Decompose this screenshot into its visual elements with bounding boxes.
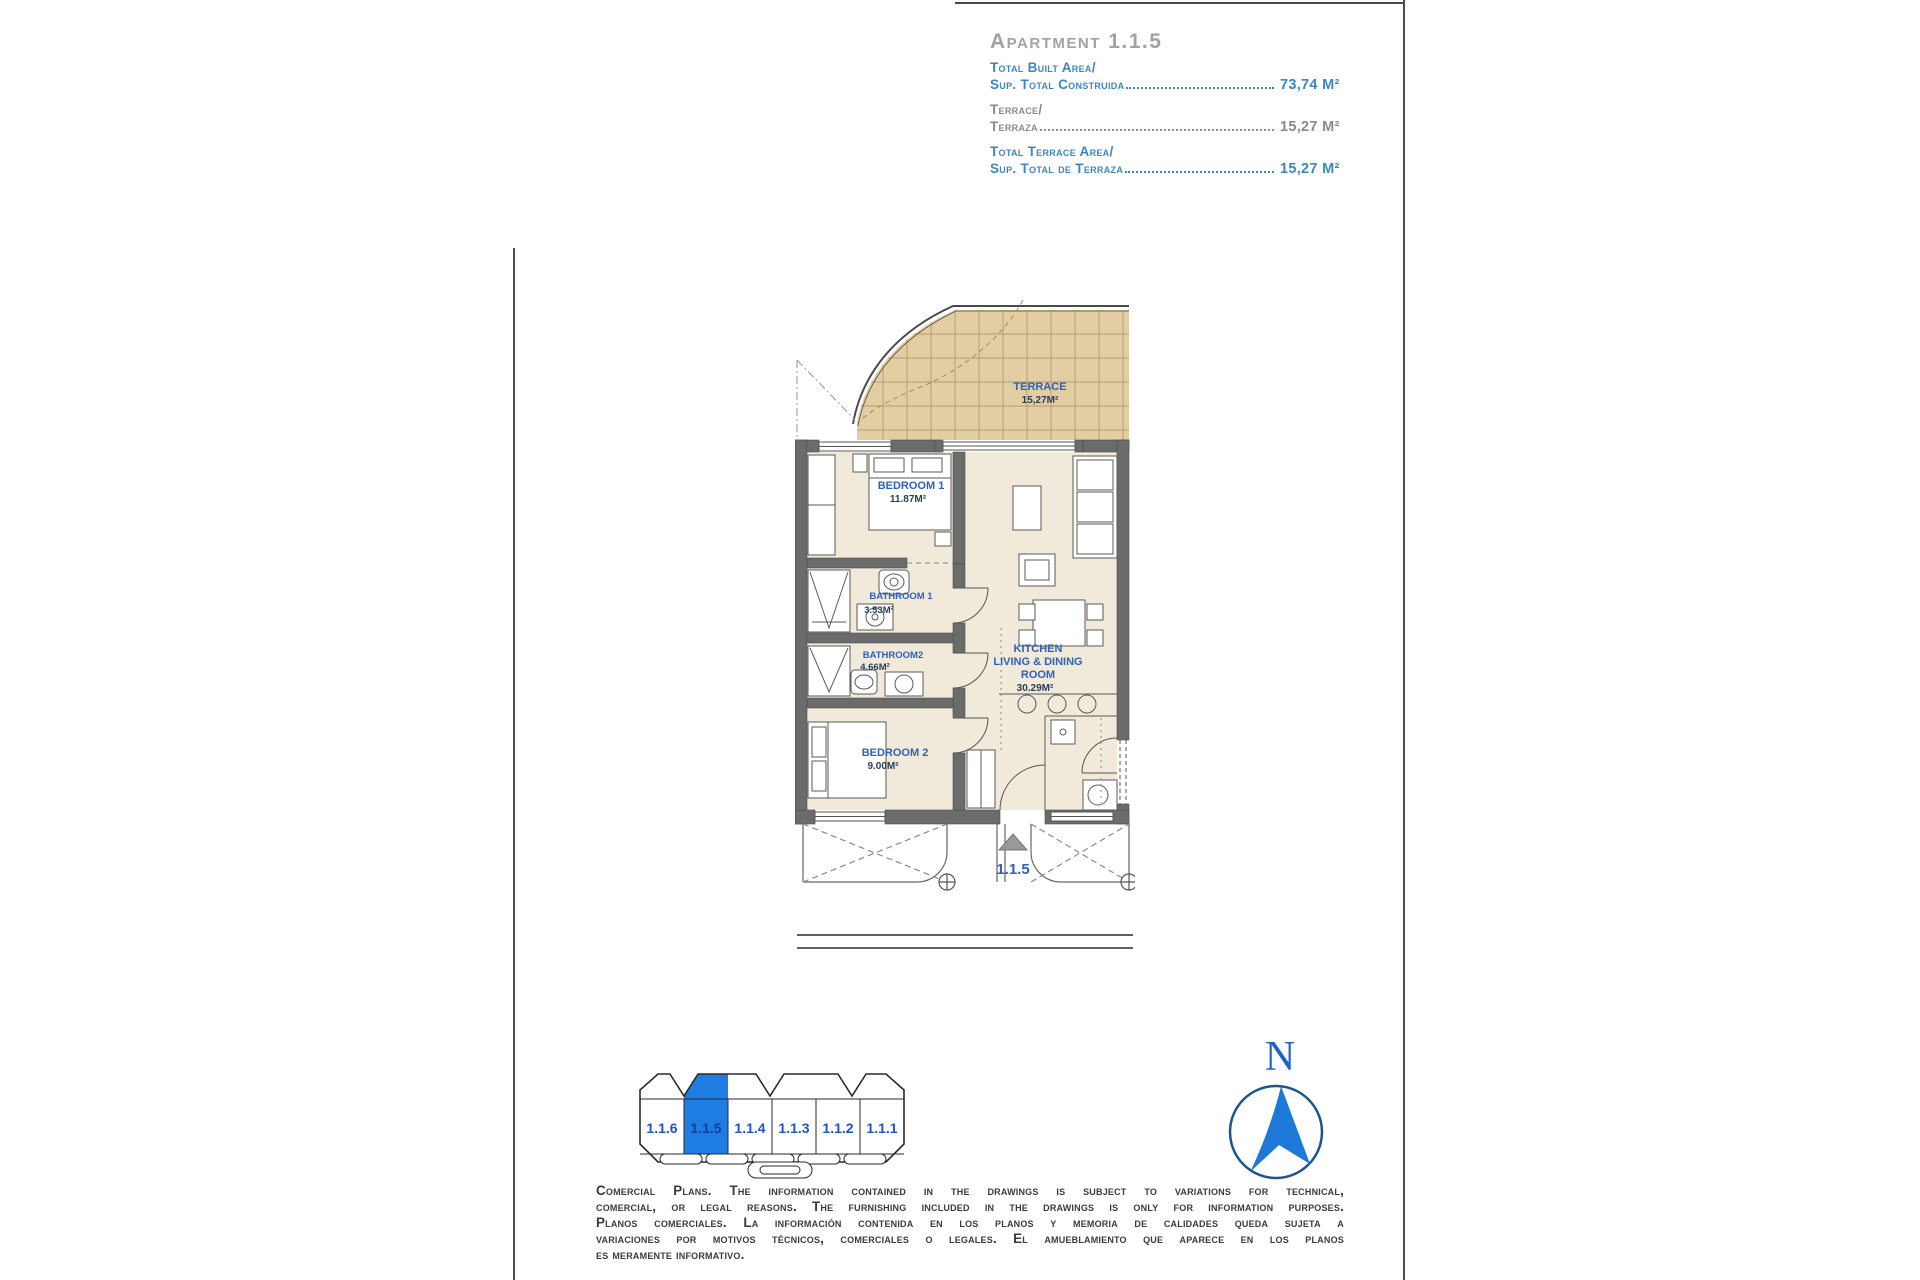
kitchen-area: 30.29M²: [1016, 683, 1054, 694]
bathroom1-area: 3.53M²: [864, 605, 894, 616]
terrace-label: TERRACE: [1013, 381, 1067, 393]
disclaimer-line: Comercial Plans. The information contained in the drawings is subject to variations for technical,: [596, 1183, 1344, 1198]
unit-label: 1.1.1: [866, 1120, 898, 1136]
dot-leader: [1040, 129, 1274, 131]
row-label-line2: Sup. Total Construida: [990, 77, 1125, 92]
compass-needle-icon: [1250, 1086, 1310, 1172]
disclaimer-line: Planos comerciales. La información contenida en los planos y memoria de calidades queda sujeta a: [596, 1214, 1344, 1230]
total-built-area-row: [990, 60, 1354, 94]
unit-label-highlighted: 1.1.5: [690, 1120, 722, 1136]
row-label-line2: Terraza: [990, 119, 1038, 134]
dot-leader: [1125, 171, 1274, 173]
unit-label: 1.1.2: [822, 1120, 854, 1136]
sheet-border-top: [955, 2, 1405, 4]
disclaimer-line: comercial, or legal reasons. The furnishing included in the drawings is only for information purposes.: [596, 1198, 1344, 1214]
bathroom1-label: BATHROOM 1: [869, 591, 933, 602]
floor-plan: [795, 298, 1135, 970]
terrace-row: [990, 102, 1354, 136]
north-label: N: [1264, 1034, 1296, 1080]
terrace-area: 15,27M²: [1021, 395, 1059, 406]
bathroom2-label: BATHROOM2: [862, 650, 924, 661]
entrance-unit-label: 1.1.5: [996, 861, 1030, 878]
key-plan: [630, 1066, 915, 1184]
building-inner-lines: [640, 1099, 904, 1154]
kitchen-label-line1: KITCHEN: [1013, 643, 1063, 655]
disclaimer: [596, 1183, 1344, 1263]
row-value: 15,27 M²: [1280, 119, 1340, 135]
row-label-line1: Terrace/: [990, 102, 1043, 117]
terrace-area: [797, 300, 1135, 440]
bedroom2-area: 9.00M²: [867, 761, 899, 772]
sheet-border-left: [513, 248, 515, 1280]
disclaimer-line: variaciones por motivos técnicos, comerciales o legales. El amueblamiento que aparece en los planos: [596, 1230, 1344, 1246]
total-terrace-area-row: [990, 144, 1354, 178]
dot-leader: [1126, 87, 1274, 89]
kitchen-label-line2: LIVING & DINING: [993, 656, 1083, 668]
balcony-bumps: [660, 1154, 886, 1178]
apartment-summary: [990, 30, 1354, 186]
entrance-marker: [996, 834, 1029, 878]
bedroom2-label: BEDROOM 2: [861, 747, 929, 759]
entrance-arrow-icon: [999, 834, 1027, 850]
row-label-line1: Total Built Area/: [990, 60, 1096, 75]
unit-label: 1.1.4: [734, 1120, 766, 1136]
sheet-border-right: [1403, 0, 1405, 1280]
row-value: 15,27 M²: [1280, 161, 1340, 177]
apartment-title: Apartment 1.1.5: [990, 30, 1163, 53]
row-value: 73,74 M²: [1280, 77, 1340, 93]
north-arrow: [1222, 1028, 1334, 1186]
bedroom1-area: 11.87M²: [889, 494, 927, 505]
kitchen-label-line3: ROOM: [1020, 669, 1056, 681]
unit-label: 1.1.6: [646, 1120, 678, 1136]
bathroom2-area: 4.66M²: [860, 662, 890, 673]
row-label-line1: Total Terrace Area/: [990, 144, 1114, 159]
bedroom1-label: BEDROOM 1: [877, 480, 945, 492]
disclaimer-line: es meramente informativo.: [596, 1246, 745, 1262]
unit-label: 1.1.3: [778, 1120, 810, 1136]
site-lines: [797, 824, 1135, 948]
row-label-line2: Sup. Total de Terraza: [990, 161, 1124, 176]
